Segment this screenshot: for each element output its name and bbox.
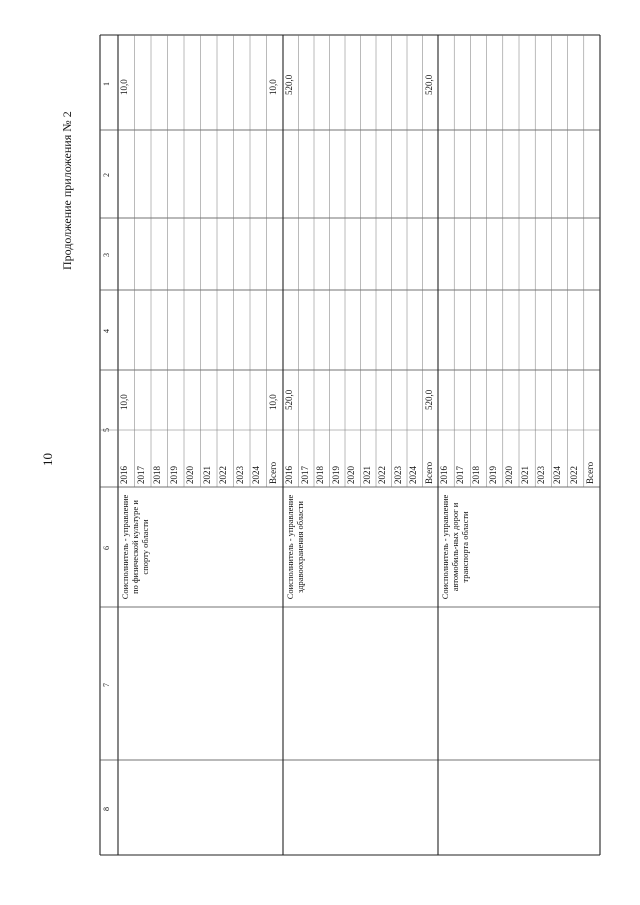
- year-cell: 2022: [218, 466, 228, 484]
- year-cell: 2020: [346, 466, 356, 484]
- year-cell: 2018: [152, 466, 162, 484]
- year-cell: 2018: [471, 466, 482, 484]
- value-col8: 520,0: [423, 74, 434, 95]
- column-header-5: 5: [102, 427, 111, 432]
- column-header-2: 2: [102, 173, 111, 177]
- value-col8: 10,0: [267, 79, 278, 95]
- year-cell: 2019: [168, 466, 179, 484]
- year-cell: 2017: [135, 466, 146, 484]
- year-cell: Всего: [423, 461, 434, 484]
- value-col4: 520,0: [423, 389, 434, 410]
- value-col8: 10,0: [119, 79, 129, 95]
- year-cell: 2023: [234, 466, 245, 484]
- page-number: 10: [40, 453, 55, 466]
- value-col8: 520,0: [284, 74, 294, 95]
- column-header-4: 4: [102, 329, 111, 333]
- year-cell: 2019: [330, 466, 341, 484]
- year-cell: 2016: [439, 466, 449, 484]
- column-header-8: 8: [102, 806, 111, 811]
- year-cell: 2016: [119, 466, 129, 484]
- value-col4: 10,0: [267, 394, 278, 410]
- year-cell: 2023: [536, 466, 547, 484]
- year-cell: 2020: [503, 466, 514, 484]
- year-cell: 2021: [361, 466, 372, 484]
- year-cell: 2022: [377, 466, 387, 484]
- year-cell: 2024: [408, 466, 418, 484]
- year-cell: 2019: [487, 466, 498, 484]
- column-header-6: 6: [102, 546, 111, 550]
- year-cell: 2021: [520, 466, 530, 484]
- year-cell: 2023: [392, 466, 403, 484]
- year-cell: 2017: [455, 466, 466, 484]
- year-cell: Всего: [267, 461, 278, 484]
- value-col4: 10,0: [119, 394, 129, 410]
- executor-text: Соисполнитель - управление автомобиль-ных дорог и транспорта области: [440, 494, 470, 600]
- year-cell: Всего: [584, 461, 595, 484]
- year-cell: 2024: [552, 466, 563, 484]
- year-cell: 2021: [201, 466, 212, 484]
- year-cell: 2018: [315, 466, 325, 484]
- executor-text: Соисполнитель - управление здравоохранения области: [285, 494, 305, 600]
- executor-text: Соисполнитель - управление по физической культуре и спорту области: [120, 494, 150, 600]
- year-cell: 2024: [251, 466, 261, 484]
- appendix-caption: Продолжение приложения № 2: [60, 111, 74, 270]
- column-header-7: 7: [102, 682, 111, 687]
- column-header-3: 3: [102, 253, 111, 257]
- year-cell: 2020: [185, 466, 195, 484]
- value-col4: 520,0: [284, 389, 294, 410]
- column-header-1: 1: [102, 81, 111, 86]
- year-cell: 2022: [568, 466, 579, 484]
- year-cell: 2017: [299, 466, 310, 484]
- year-cell: 2016: [284, 466, 294, 484]
